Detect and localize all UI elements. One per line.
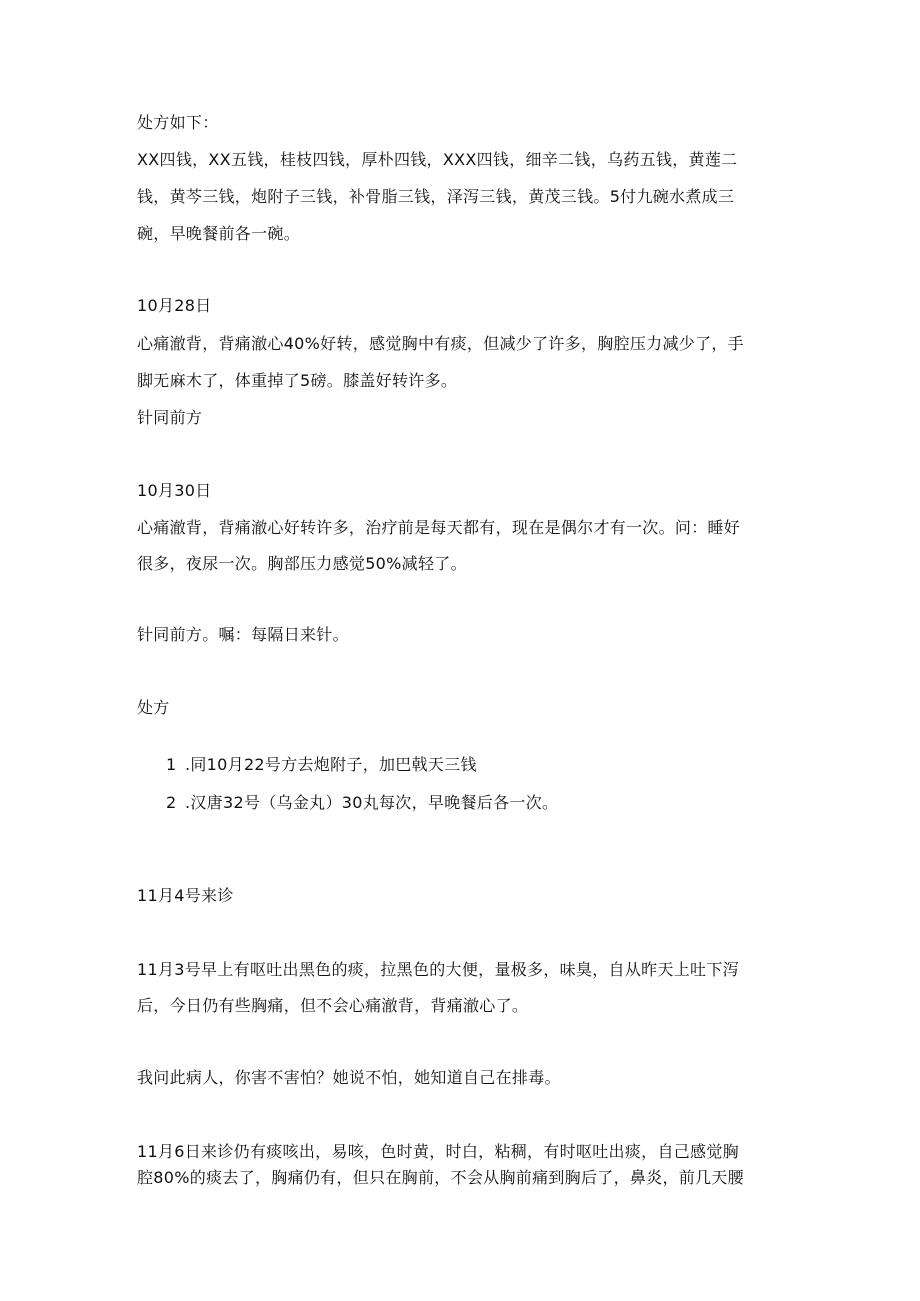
note-line: 心痛澈背，背痛澈心40%好转，感觉胸中有痰，但减少了许多，胸腔压力减少了，手 — [137, 334, 744, 353]
prescription-heading: 处方如下： — [137, 113, 219, 132]
list-item-number: 1 — [166, 755, 177, 774]
prescription-line: XX四钱，XX五钱，桂枝四钱，厚朴四钱，XXX四钱，细辛二钱，乌药五钱，黄莲二 — [137, 150, 738, 169]
needle-note: 针同前方 — [137, 408, 203, 427]
note-line: 后，今日仍有些胸痛，但不会心痛澈背，背痛澈心了。 — [137, 996, 529, 1015]
question-note: 我问此病人，你害不害怕？她说不怕，她知道自己在排毒。 — [137, 1068, 561, 1087]
note-line: 脚无麻木了，体重掉了5磅。膝盖好转许多。 — [137, 371, 458, 390]
note-line: 11月6日来诊仍有痰咳出，易咳，色时黄，时白，粘稠，有时呕吐出痰，自己感觉胸 — [137, 1142, 739, 1161]
list-item-text: .同10月22号方去炮附子，加巴戟天三钱 — [185, 755, 477, 774]
list-item-text: .汉唐32号（乌金丸）30丸每次，早晚餐后各一次。 — [185, 793, 559, 812]
note-line: 很多，夜尿一次。胸部压力感觉50%减轻了。 — [137, 554, 467, 573]
visit-heading-nov4: 11月4号来诊 — [137, 886, 234, 905]
prescription-label: 处方 — [137, 698, 170, 717]
note-line: 心痛澈背，背痛澈心好转许多，治疗前是每天都有，现在是偶尔才有一次。问：睡好 — [137, 518, 741, 537]
needle-note: 针同前方。嘱：每隔日来针。 — [137, 625, 349, 644]
note-line: 腔80%的痰去了，胸痛仍有，但只在胸前，不会从胸前痛到胸后了，鼻炎，前几天腰 — [137, 1168, 744, 1187]
date-oct30: 10月30日 — [137, 481, 212, 500]
prescription-line: 碗，早晚餐前各一碗。 — [137, 224, 301, 243]
date-oct28: 10月28日 — [137, 296, 212, 315]
note-line: 11月3号早上有呕吐出黑色的痰，拉黑色的大便，量极多，味臭，自从昨天上吐下泻 — [137, 960, 739, 979]
list-item-number: 2 — [166, 793, 177, 812]
prescription-line: 钱，黄芩三钱，炮附子三钱，补骨脂三钱，泽泻三钱，黄茂三钱。5付九碗水煮成三 — [137, 187, 735, 206]
